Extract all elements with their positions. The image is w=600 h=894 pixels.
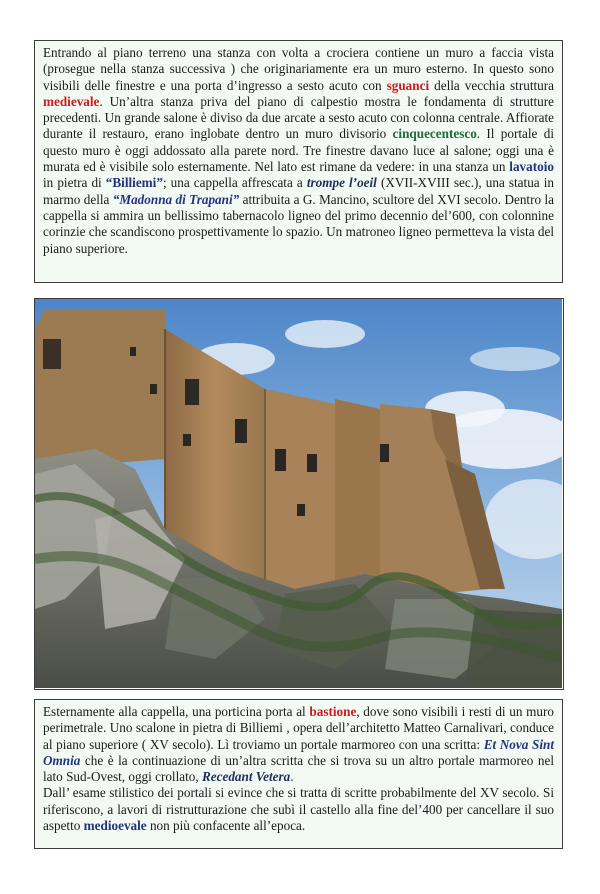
text: . Un’altra stanza priva del piano di calpestio mostra le fondamenta di strutture precedenti. Un grande salone è diviso da due arcate a sesto acuto con colonna centrale. Affiorate durante il restauro, erano inglobate dentro un muro divisorio <box>43 93 554 142</box>
highlight-et-nova-sint-omnia: Et Nova Sint Omnia <box>43 736 554 768</box>
highlight-sguanci: sguanci <box>386 77 430 93</box>
highlight-billiemi: “Billiemi” <box>105 175 163 191</box>
highlight-medioevale: medioevale <box>83 818 147 834</box>
text: in pietra di <box>43 175 106 191</box>
text: Entrando al piano terreno una stanza con volta a crociera contiene un muro a faccia vista (prosegue nella stanza successiva ) che originariamente era un muro esterno. In questo sono visibili delle finestre e una porta d’ingresso a sesto acuto con <box>43 45 554 93</box>
text: ; una cappella affrescata a <box>162 175 307 191</box>
text: della vecchia struttura <box>429 77 554 93</box>
text: Esternamente alla cappella, una porticina porta al <box>43 704 310 719</box>
text-box-interior <box>34 40 563 283</box>
highlight-lavatoio: lavatoio <box>509 159 554 175</box>
castle-photo <box>34 298 564 690</box>
highlight-medievale: medievale <box>43 93 100 109</box>
text: non più confacente all’epoca. <box>146 818 306 834</box>
text-box-exterior <box>34 699 563 849</box>
text: Dall’ esame stilistico dei portali si evince che si tratta di scritte probabilmente del XV secolo. Si riferiscono, a lavori di ristrutturazione che subì il castello alla fine del’400 per cancellare il suo aspetto <box>43 785 554 834</box>
highlight-recedant-vetera: Recedant Vetera <box>201 769 291 785</box>
text: attribuita a G. Mancino, scultore del XVI secolo. Dentro la cappella si ammira un bellissimo tabernacolo ligneo del primo decennio del’600, con colonnine corinzie che scandiscono prospettivamente lo spazio. Un matroneo ligneo permetteva la vista del piano superiore. <box>43 191 554 256</box>
highlight-cinquecentesco: cinquecentesco <box>392 126 477 142</box>
text: che è la continuazione di un’altra scritta che si trova su un altro portale marmoreo nel lato Sud-Ovest, oggi crollato, <box>43 752 554 785</box>
text: (XVII-XVIII sec.), una statua in marmo della <box>43 175 554 207</box>
text: . Il portale di questo muro è oggi addossato alla parete nord. Tre finestre davano luce al salone; oggi una è murata ed è visibile solo esternamente. Nel lato est rimane da vedere: in una stanza un <box>43 126 554 175</box>
text: , dove sono visibili i resti di un muro perimetrale. Uno scalone in pietra di Billiemi , opera dell’architetto Matteo Carnalivari, conduce al piano superiore ( XV secolo). Lì troviamo un portale marmoreo con una scritta: <box>43 704 554 752</box>
highlight-bastione: bastione <box>309 704 357 719</box>
highlight-trompe-loeil: trompe l’oeil <box>306 175 377 191</box>
castle-illustration <box>35 299 562 688</box>
text: . <box>290 769 294 785</box>
highlight-madonna-di-trapani: “Madonna di Trapani” <box>112 191 240 207</box>
